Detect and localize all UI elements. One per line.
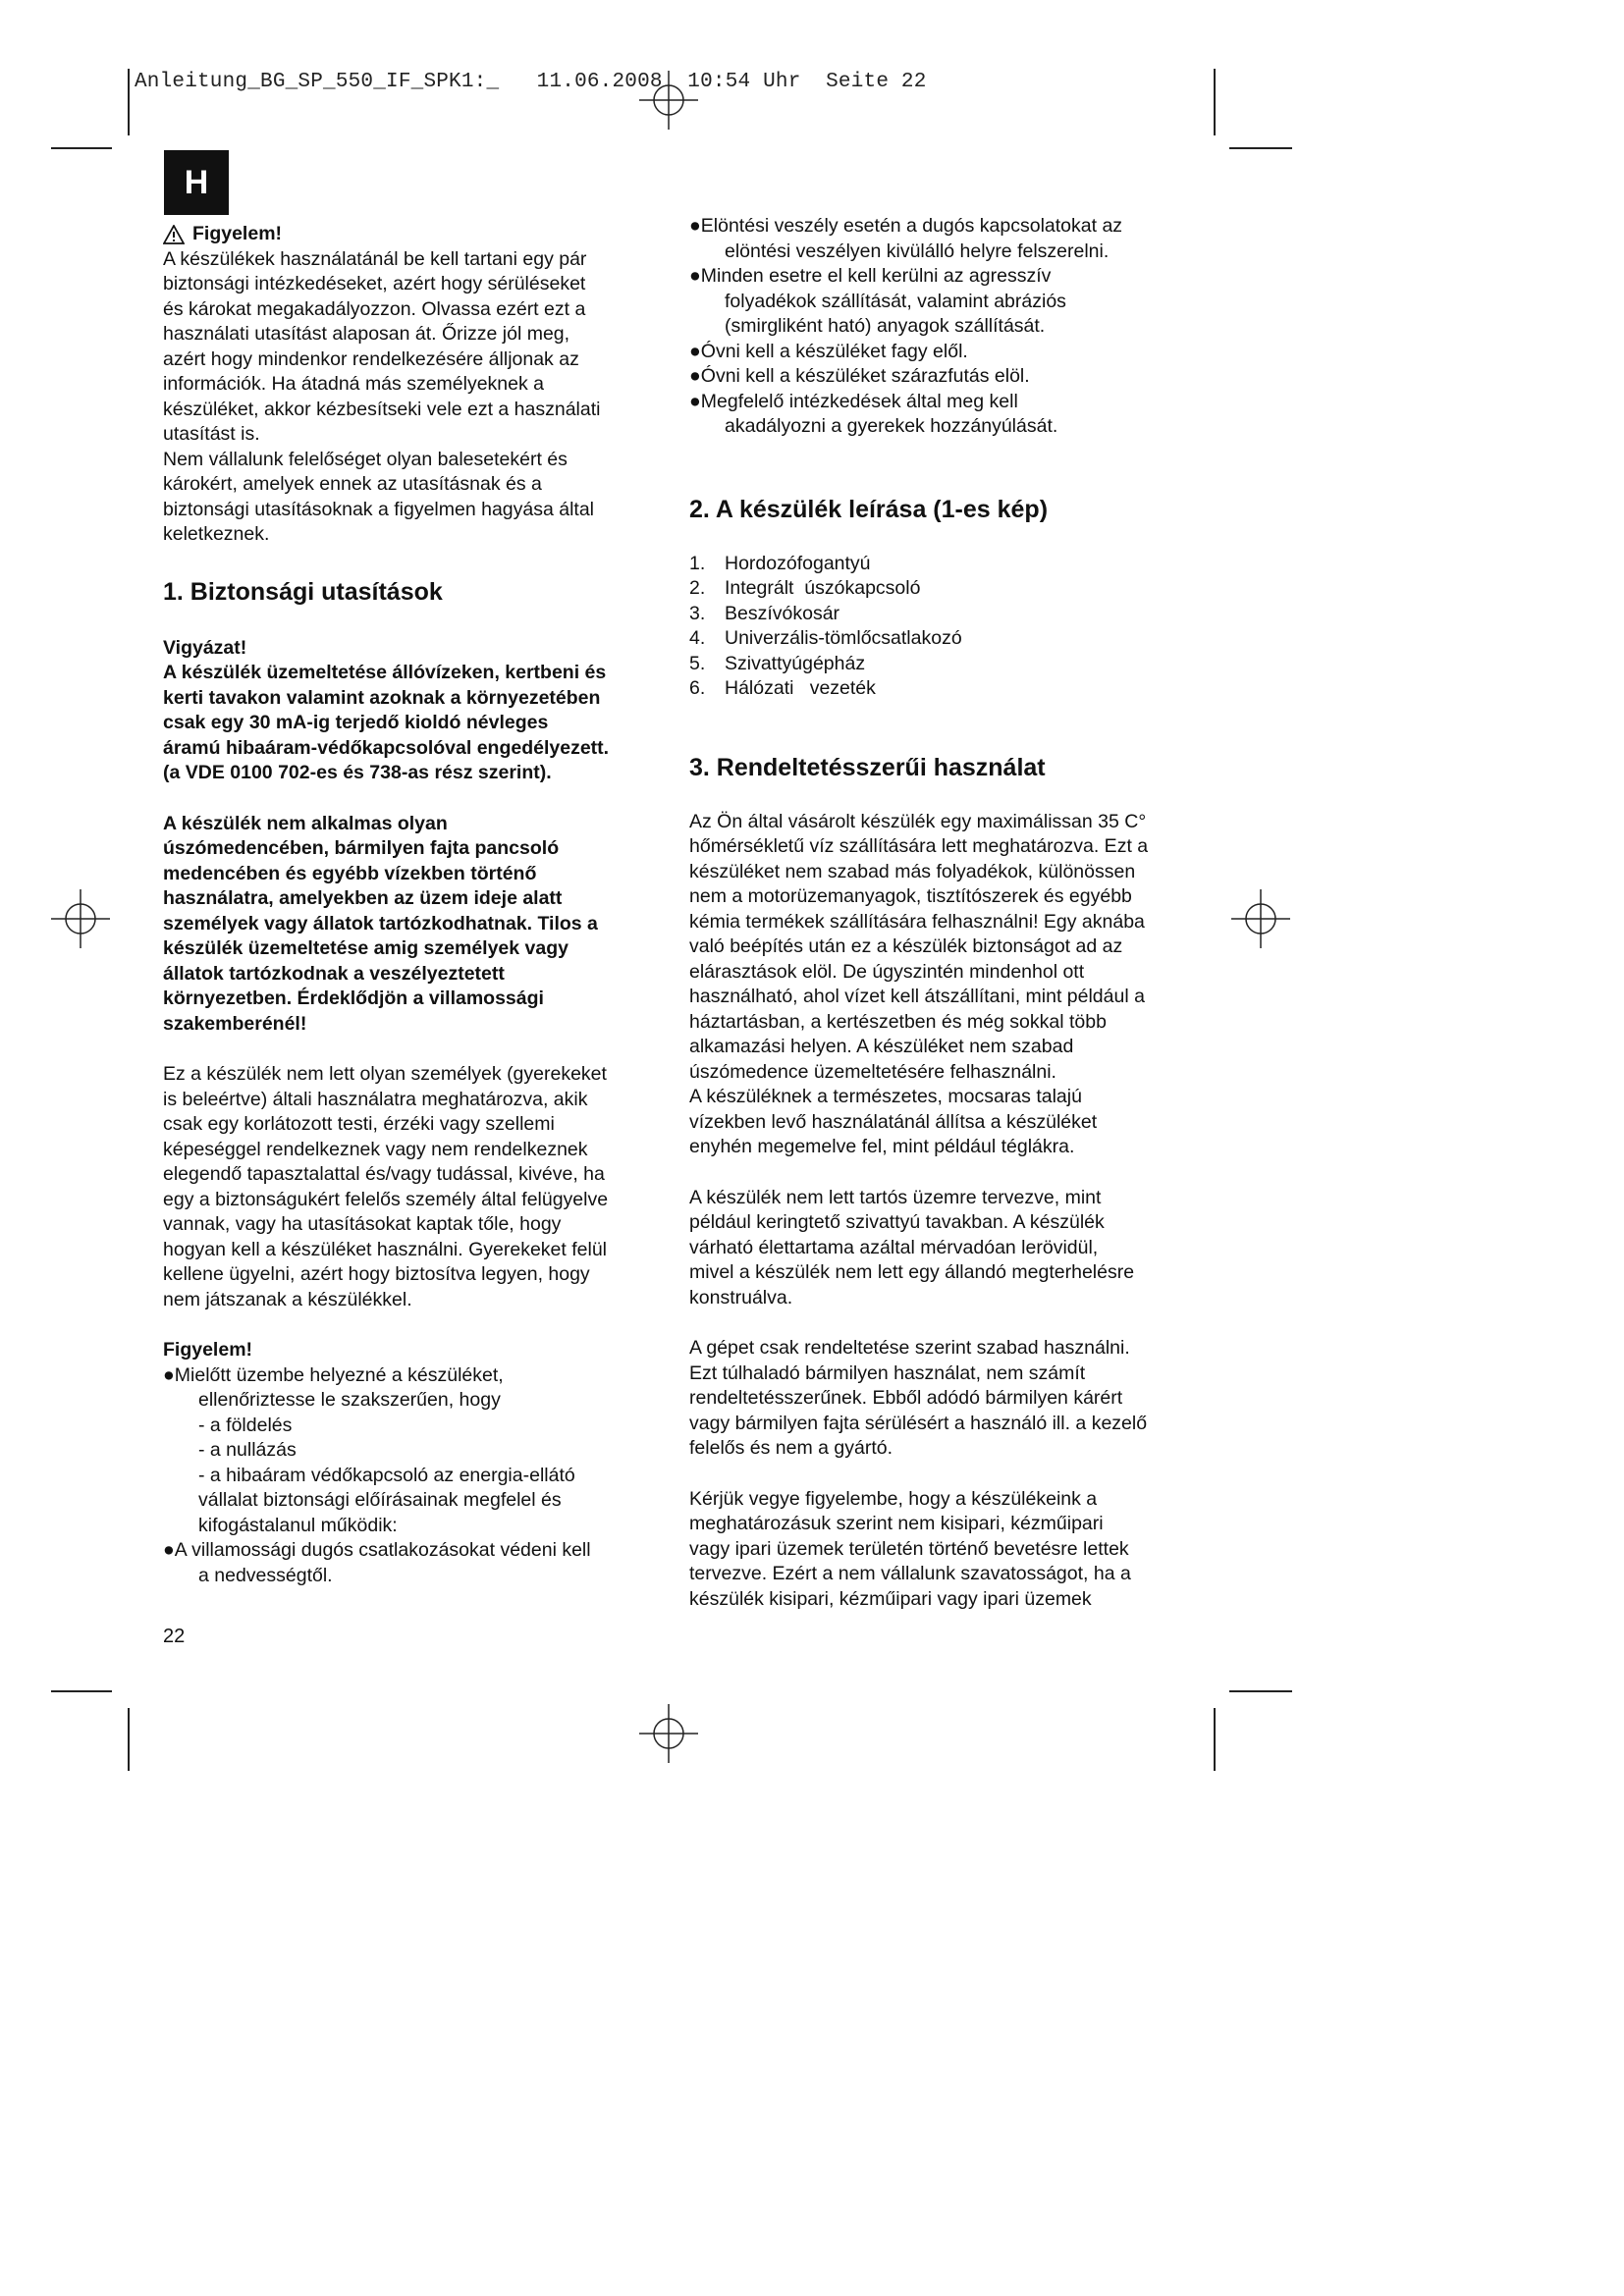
vigyazat-title: Vigyázat!	[163, 636, 247, 659]
text-line: A gépet csak rendeltetése szerint szabad használni.	[689, 1337, 1130, 1359]
bullet-text: Elöntési veszély esetén a dugós kapcsolatokat az	[700, 215, 1123, 237]
vigyazat-paragraph	[163, 661, 654, 786]
bullet-icon: ●	[163, 1539, 175, 1561]
crop-mark-top-left-h	[51, 147, 112, 149]
bullet-icon: ●	[689, 390, 701, 412]
text-line: úszómedence üzemeltetésére felhasználni.	[689, 1060, 1056, 1083]
text-line: felelős és nem a gyártó.	[689, 1437, 893, 1459]
language-badge: H	[164, 150, 229, 215]
warning-triangle-icon	[163, 225, 185, 244]
part-label: Hálózati vezeték	[725, 677, 876, 699]
bullet-item	[689, 264, 1190, 340]
text-line: biztonsági utasításoknak a figyelmen hagyása által	[163, 498, 595, 520]
part-number: 3.	[689, 602, 706, 624]
bullet-icon: ●	[689, 365, 701, 387]
part-number: 4.	[689, 627, 706, 649]
text-line: használatra, amelyekben az üzem ideje alatt	[163, 887, 563, 909]
part-label: Hordozófogantyú	[725, 552, 871, 574]
text-line: alkamazási helyen. A készüléket nem szabad	[689, 1036, 1074, 1057]
text-line: ellenőriztesse le szakszerűen, hogy	[198, 1389, 501, 1411]
text-line: hőmérsékletű víz szállítására lett meghatározva. Ezt a	[689, 835, 1149, 857]
bullet-icon: ●	[689, 215, 701, 237]
bullet-icon: ●	[689, 340, 701, 362]
registration-mark-right	[1231, 889, 1290, 948]
safety-bullet-list	[689, 214, 1190, 440]
text-line: várható élettartama azáltal mérvadóan lerövidül,	[689, 1236, 1099, 1258]
page-number: 22	[163, 1626, 186, 1647]
text-line: készüléket, akkor kézbesítseki vele ezt a használati	[163, 398, 601, 420]
text-line: képeséggel rendelkeznek vagy nem rendelkeznek	[163, 1138, 588, 1160]
text-line: áramú hibaáram-védőkapcsolóval engedélyezett.	[163, 736, 610, 759]
text-line: keletkeznek.	[163, 523, 270, 545]
parts-list-item	[689, 626, 1190, 652]
text-line: vállalat biztonsági előírásainak megfelel és	[198, 1489, 562, 1511]
bullet-text: Mielőtt üzembe helyezné a készüléket,	[174, 1363, 504, 1386]
left-column	[163, 222, 654, 1588]
intro-paragraph	[163, 247, 654, 548]
bullet-item	[163, 1363, 654, 1539]
text-line: úszómedencében, bármilyen fajta pancsoló	[163, 837, 560, 859]
bullet-continuation	[163, 1564, 654, 1589]
bullet-continuation: (smirgliként ható) anyagok szállítását.	[725, 315, 1046, 337]
text-line: Nem vállalunk felelőséget olyan balesetekért és	[163, 448, 568, 470]
text-line: A készülékek használatánál be kell tartani egy pár	[163, 247, 587, 270]
warning-heading	[163, 222, 654, 247]
text-line: háztartásban, a kertészetben és még sokkal több	[689, 1010, 1107, 1033]
text-line: is beleértve) általi használatra meghatározva, akik	[163, 1088, 588, 1110]
bullet-icon: ●	[163, 1363, 175, 1386]
text-line: használható, ahol vízet kell átszállítani, mint például a	[689, 986, 1145, 1007]
bullet-continuation: akadályozni a gyerekek hozzányúlását.	[725, 415, 1058, 437]
bullet-continuation	[163, 1388, 654, 1538]
text-line: használati utasítást alaposan át. Őrizze jól meg,	[163, 323, 570, 345]
section-3-title: 3. Rendeltetésszerűi használat	[689, 753, 1046, 781]
registration-mark-left	[51, 889, 110, 948]
text-line: Az Ön által vásárolt készülék egy maximálissan 35 C°	[689, 810, 1147, 832]
text-line: személyek vagy állatok tartózkodhatnak. Tilos a	[163, 912, 598, 934]
text-line: állatok tartózkodnak a veszélyeztetett	[163, 962, 505, 985]
text-line: csak egy 30 mA-ig terjedő kioldó névleges	[163, 712, 549, 733]
text-line: elárasztások elöl. De úgyszintén mindenhol ott	[689, 960, 1085, 983]
text-line: készülék üzemeltetése amig személyek vagy	[163, 937, 568, 959]
text-line: vagy ipari üzemek területén történő bevetésre lettek	[689, 1537, 1129, 1560]
parts-list	[689, 552, 1190, 702]
text-line: hogyan kell a készüléket használni. Gyerekeket felül	[163, 1238, 608, 1260]
text-line: medencében és egyébb vízekben történő	[163, 862, 537, 884]
part-number: 1.	[689, 552, 706, 574]
text-line: (a VDE 0100 702-es és 738-as rész szerint).	[163, 762, 552, 783]
parts-list-item	[689, 576, 1190, 602]
text-line: Ezt túlhaladó bármilyen használat, nem számít	[689, 1362, 1086, 1384]
print-slug: Anleitung_BG_SP_550_IF_SPK1:_ 11.06.2008 10:54 Uhr Seite 22	[135, 71, 927, 93]
text-line: nem játszanak a készülékkel.	[163, 1288, 412, 1310]
text-line: meghatározásuk szerint nem kisipari, kézműipari	[689, 1513, 1104, 1534]
parts-list-item	[689, 652, 1190, 677]
text-line: biztonsági intézkedéseket, azért hogy sérüléseket	[163, 273, 586, 294]
text-line: csak egy korlátozott testi, érzéki vagy szellemi	[163, 1113, 555, 1135]
crop-mark-bottom-right-v	[1214, 1708, 1216, 1771]
children-paragraph	[163, 1062, 654, 1312]
crop-mark-top-left-v	[128, 69, 130, 135]
text-line: vagy bármilyen fajta sérülésért a használó ill. a kezelő	[689, 1412, 1148, 1434]
text-line: enyhén megemelve fel, mint például téglákra.	[689, 1136, 1075, 1157]
pool-warning-paragraph	[163, 812, 654, 1038]
text-line: rendeltetésszerűnek. Ebből adódó bármilyen kárért	[689, 1387, 1123, 1409]
text-line: A készülék nem lett tartós üzemre tervezve, mint	[689, 1186, 1102, 1208]
bullet-text: Óvni kell a készüléket fagy elől.	[700, 340, 968, 362]
text-line: a nedvességtől.	[198, 1564, 333, 1586]
bullet-text: A villamossági dugós csatlakozásokat védeni kell	[174, 1539, 591, 1561]
text-line: információk. Ha átadná más személyeknek a	[163, 373, 545, 395]
text-line: kifogástalanul működik:	[198, 1514, 398, 1536]
text-line: - a földelés	[198, 1414, 293, 1436]
bullet-item	[689, 340, 1190, 365]
figyelem-title: Figyelem!	[163, 1339, 253, 1361]
text-line: vízekben levő használatánál állítsa a készüléket	[689, 1110, 1098, 1133]
text-line: elegendő tapasztalattal és/vagy tudással, kivéve, ha	[163, 1163, 605, 1185]
parts-list-item	[689, 676, 1190, 702]
bullet-item	[163, 1538, 654, 1588]
text-line: vannak, vagy ha utasításokat kaptak tőle, hogy	[163, 1213, 562, 1235]
crop-mark-top-right-v	[1214, 69, 1216, 135]
text-line: szakemberénél!	[163, 1012, 307, 1035]
usage-paragraph-1	[689, 810, 1190, 1160]
text-line: kerti tavakon valamint azoknak a környezetében	[163, 686, 601, 709]
text-line: A készüléknek a természetes, mocsaras talajú	[689, 1086, 1082, 1107]
crop-mark-top-right-h	[1229, 147, 1292, 149]
text-line: készüléket nem szabad más folyadékok, különössen	[689, 860, 1136, 882]
text-line: A készülék üzemeltetése állóvízeken, kertbeni és	[163, 662, 607, 683]
part-number: 2.	[689, 577, 706, 599]
text-line: Kérjük vegye figyelembe, hogy a készülékeink a	[689, 1487, 1098, 1510]
part-label: Szivattyúgépház	[725, 652, 866, 674]
text-line: A készülék nem alkalmas olyan	[163, 812, 448, 834]
text-line: és károkat megakadályozzon. Olvassa ezért ezt a	[163, 297, 586, 320]
bullet-continuation: elöntési veszélyen kivülálló helyre felszerelni.	[725, 240, 1110, 262]
crop-mark-bottom-left-v	[128, 1708, 130, 1771]
text-line: Ez a készülék nem lett olyan személyek (gyerekeket	[163, 1063, 607, 1085]
text-line: - a hibaáram védőkapcsoló az energia-ellátó	[198, 1464, 575, 1486]
bullet-text: Megfelelő intézkedések által meg kell	[700, 390, 1018, 412]
part-label: Beszívókosár	[725, 602, 840, 624]
text-line: mivel a készülék nem lett egy állandó megterhelésre	[689, 1261, 1135, 1283]
usage-paragraph-3	[689, 1336, 1190, 1462]
right-column	[689, 214, 1190, 1612]
text-line: kellene ügyelni, azért hogy biztosítva legyen, hogy	[163, 1263, 590, 1285]
text-line: egy a biztonságukért felelős személy által felügyelve	[163, 1188, 609, 1210]
part-label: Univerzális-tömlőcsatlakozó	[725, 627, 962, 649]
part-number: 5.	[689, 652, 706, 674]
text-line: utasítást is.	[163, 423, 260, 445]
text-line: azért hogy mindenkor rendelkezésére álljonak az	[163, 347, 579, 370]
usage-paragraph-2	[689, 1186, 1190, 1311]
section-1-title: 1. Biztonsági utasítások	[163, 577, 443, 606]
text-line: például keringtető szivattyú tavakban. A készülék	[689, 1211, 1105, 1233]
text-line: konstruálva.	[689, 1286, 793, 1308]
text-line: tervezve. Ezért a nem vállalunk szavatosságot, ha a	[689, 1563, 1131, 1584]
bullet-continuation: folyadékok szállítását, valamint abráziós	[725, 290, 1066, 312]
parts-list-item	[689, 552, 1190, 577]
registration-mark-bottom	[639, 1704, 698, 1763]
bullet-text: Óvni kell a készüléket szárazfutás elöl.	[700, 365, 1030, 387]
bullet-text: Minden esetre el kell kerülni az agresszív	[700, 265, 1052, 287]
bullet-item	[689, 390, 1190, 440]
text-line: nem a motorüzemanyagok, tisztítószerek és egyébb	[689, 885, 1132, 907]
section-2-title: 2. A készülék leírása (1-es kép)	[689, 495, 1049, 523]
text-line: kémia termékek szállítására felhasználni! Egy aknába	[689, 910, 1145, 933]
text-line: való beépítés után ez a készülék biztonságot ad az	[689, 935, 1123, 957]
bullet-item	[689, 364, 1190, 390]
warning-title: Figyelem!	[192, 223, 283, 244]
text-line: környezetben. Érdeklődjön a villamossági	[163, 988, 544, 1009]
usage-paragraph-4	[689, 1487, 1190, 1613]
crop-mark-bottom-right-h	[1229, 1690, 1292, 1692]
text-line: készülék kisipari, kézműipari vagy ipari üzemek	[689, 1587, 1092, 1610]
text-line: károkért, amelyek ennek az utasításnak és a	[163, 473, 542, 495]
bullet-icon: ●	[689, 265, 701, 287]
parts-list-item	[689, 602, 1190, 627]
part-label: Integrált úszókapcsoló	[725, 577, 921, 599]
crop-mark-bottom-left-h	[51, 1690, 112, 1692]
bullet-item	[689, 214, 1190, 264]
part-number: 6.	[689, 677, 706, 699]
text-line: - a nullázás	[198, 1439, 297, 1461]
